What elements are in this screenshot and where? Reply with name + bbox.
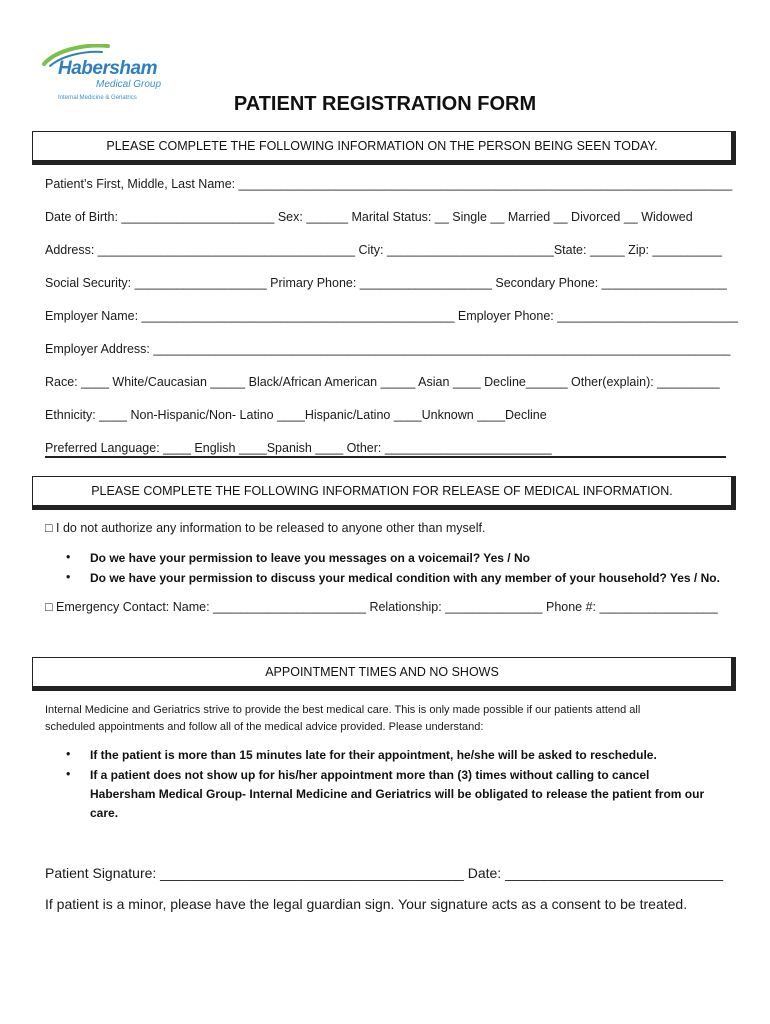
field-employer[interactable]: Employer Name: _____________________________________________ Employer Phone: __________________________: [45, 309, 738, 323]
bullet-icon: •: [66, 767, 71, 781]
banner-text: PLEASE COMPLETE THE FOLLOWING INFORMATION ON THE PERSON BEING SEEN TODAY.: [106, 139, 658, 153]
bullet-icon: •: [66, 570, 71, 584]
field-race[interactable]: Race: ____ White/Caucasian _____ Black/African American _____ Asian ____ Decline______ Other(explain): _________: [45, 375, 720, 389]
late-policy: If the patient is more than 15 minutes late for their appointment, he/she will be asked to reschedule.: [90, 748, 657, 762]
logo-subtitle: Medical Group: [96, 79, 162, 90]
bullet-icon: •: [66, 550, 71, 564]
field-patient-signature[interactable]: Patient Signature: _______________________________________ Date: ____________________________: [45, 865, 724, 881]
section-banner-appointments: [32, 657, 736, 691]
intro-line-1: Internal Medicine and Geriatrics strive to provide the best medical care. This is only made possible if our patients attend all: [45, 704, 641, 716]
field-patient-name[interactable]: Patient’s First, Middle, Last Name: _______________________________________________________________________: [45, 177, 733, 191]
logo-name: Habersham: [58, 58, 157, 79]
field-address[interactable]: Address: _____________________________________ City: ________________________State: _____ Zip: __________: [45, 243, 723, 257]
field-ethnicity[interactable]: Ethnicity: ____ Non-Hispanic/Non- Latino ____Hispanic/Latino ____Unknown ____Decline: [45, 408, 547, 422]
household-permission: Do we have your permission to discuss your medical condition with any member of your household? Yes / No.: [90, 571, 720, 585]
section-divider: [45, 456, 726, 458]
voicemail-permission: Do we have your permission to leave you messages on a voicemail? Yes / No: [90, 551, 530, 565]
no-show-policy-line-1: If a patient does not show up for his/her appointment more than (3) times without calling to cancel: [90, 768, 650, 782]
logo-tagline: Internal Medicine & Geriatrics: [58, 95, 137, 101]
section-banner-release: [32, 476, 736, 510]
intro-line-2: scheduled appointments and follow all of the medical advice provided. Please understand:: [45, 721, 484, 733]
bullet-icon: •: [66, 747, 71, 761]
checkbox-no-authorize[interactable]: □ I do not authorize any information to be released to anyone other than myself.: [45, 521, 486, 535]
section-banner-patient-info: [32, 131, 736, 165]
field-emergency-contact[interactable]: □ Emergency Contact: Name: ______________________ Relationship: ______________ Phone #: _________________: [45, 600, 718, 614]
no-show-policy-line-3: care.: [90, 806, 119, 820]
field-language[interactable]: Preferred Language: ____ English ____Spanish ____ Other: ________________________: [45, 441, 552, 455]
field-employer-address[interactable]: Employer Address: ___________________________________________________________________________________: [45, 342, 731, 356]
field-phones[interactable]: Social Security: ___________________ Primary Phone: ___________________ Secondary Phone: __________________: [45, 276, 727, 290]
no-show-policy-line-2: Habersham Medical Group- Internal Medicine and Geriatrics will be obligated to release the patient from our: [90, 787, 705, 801]
field-dob-sex-marital[interactable]: Date of Birth: ______________________ Sex: ______ Marital Status: __ Single __ Married __ Divorced __ Widowed: [45, 210, 693, 224]
banner-text: APPOINTMENT TIMES AND NO SHOWS: [265, 665, 499, 679]
banner-text: PLEASE COMPLETE THE FOLLOWING INFORMATION FOR RELEASE OF MEDICAL INFORMATION.: [91, 484, 673, 498]
minor-note: If patient is a minor, please have the legal guardian sign. Your signature acts as a consent to be treated.: [45, 896, 688, 912]
form-title: PATIENT REGISTRATION FORM: [233, 93, 537, 115]
